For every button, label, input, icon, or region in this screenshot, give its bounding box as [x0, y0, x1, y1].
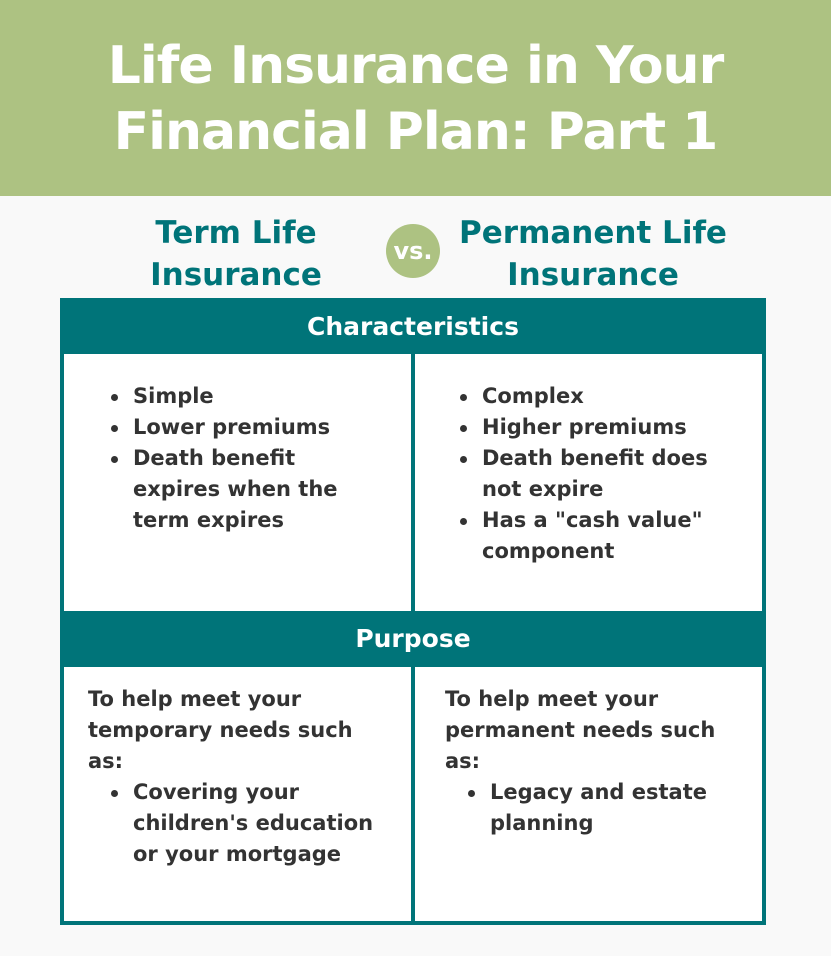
page-header	[0, 0, 831, 196]
permanent-life-heading: Permanent Life Insurance	[459, 215, 727, 293]
permanent-purpose-cell	[415, 667, 762, 921]
list-item: Higher premiums	[457, 412, 747, 443]
term-purpose-cell	[64, 667, 411, 921]
list-item: Death benefit expires when the term expires	[108, 443, 383, 536]
vs-badge: vs.	[386, 224, 440, 278]
list-item: Legacy and estate planning	[465, 777, 725, 839]
list-item: Complex	[457, 381, 747, 412]
list-item: Has a "cash value" component	[457, 505, 747, 567]
term-characteristics-cell	[64, 354, 411, 611]
purpose-heading: Purpose	[355, 624, 471, 653]
term-purpose-intro: To help meet your temporary needs such as:	[88, 687, 353, 773]
permanent-characteristics-cell	[415, 354, 762, 611]
list-item: Death benefit does not expire	[457, 443, 747, 505]
permanent-characteristics-list	[457, 381, 762, 567]
term-life-heading: Term Life Insurance	[150, 215, 322, 293]
term-characteristics-list	[108, 381, 411, 536]
comparison-table	[60, 298, 766, 925]
permanent-purpose-intro: To help meet your permanent needs such as:	[445, 687, 716, 773]
list-item: Lower premiums	[108, 412, 383, 443]
permanent-purpose-list	[465, 777, 762, 839]
page-title: Life Insurance in Your Financial Plan: Part 1	[107, 36, 724, 162]
term-purpose-list	[108, 777, 411, 870]
list-item: Covering your children's education or your mortgage	[108, 777, 388, 870]
list-item: Simple	[108, 381, 383, 412]
characteristics-heading: Characteristics	[307, 312, 519, 341]
